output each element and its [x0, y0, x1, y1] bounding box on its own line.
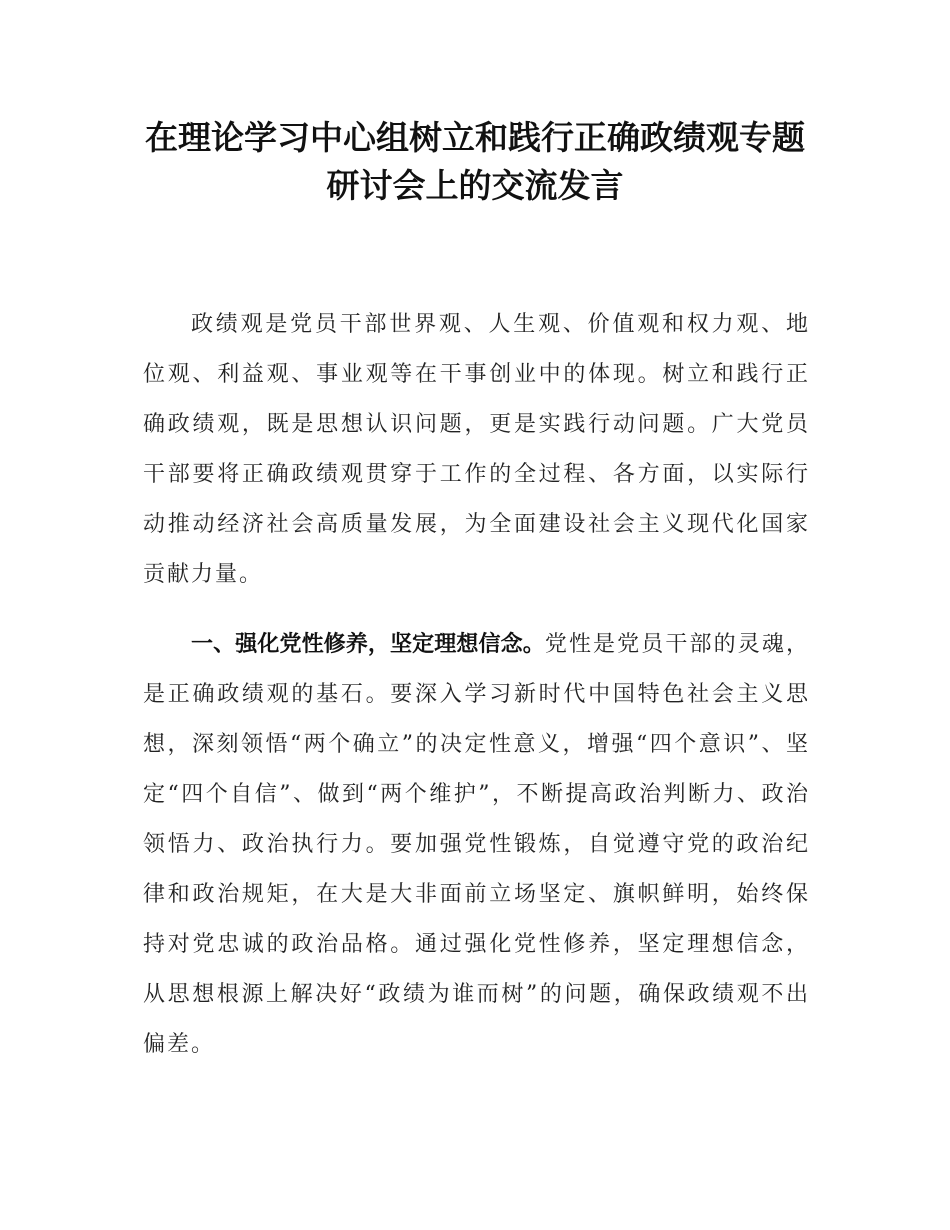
- paragraph-section-one: [143, 620, 810, 1070]
- paragraph-intro: [143, 300, 810, 600]
- paragraph-intro-text: 政绩观是党员干部世界观、人生观、价值观和权力观、地位观、利益观、事业观等在干事创业中的体现。树立和践行正确政绩观，既是思想认识问题，更是实践行动问题。广大党员干部要将正确政绩观贯穿于工作的全过程、各方面，以实际行动推动经济社会高质量发展，为全面建设社会主义现代化国家贡献力量。: [143, 312, 810, 587]
- document-title: 在理论学习中心组树立和践行正确政绩观专题研讨会上的交流发言: [145, 118, 805, 205]
- section-one-text: 党性是党员干部的灵魂，是正确政绩观的基石。要深入学习新时代中国特色社会主义思想，深刻领悟“两个确立”的决定性意义，增强“四个意识”、坚定“四个自信”、做到“两个维护”，不断提高政治判断力、政治领悟力、政治执行力。要加强党性锻炼，自觉遵守党的政治纪律和政治规矩，在大是大非面前立场坚定、旗帜鲜明，始终保持对党忠诚的政治品格。通过强化党性修养，坚定理想信念，从思想根源上解决好“政绩为谁而树”的问题，确保政绩观不出偏差。: [143, 632, 810, 1057]
- section-one-heading: 一、强化党性修养，坚定理想信念。: [191, 632, 545, 657]
- document-body: [143, 300, 810, 1070]
